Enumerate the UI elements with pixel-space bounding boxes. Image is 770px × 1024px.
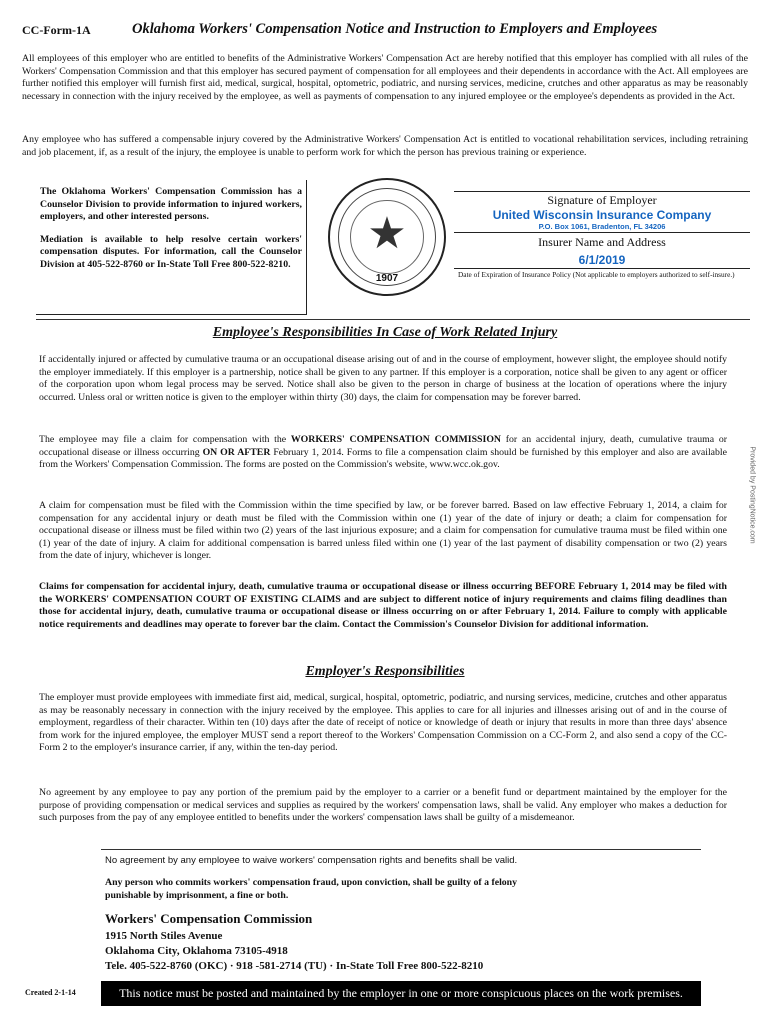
footer-divider [101,849,701,850]
signature-label: Signature of Employer [547,193,657,207]
insurer-name: United Wisconsin Insurance Company [492,208,712,222]
insurer-line [454,232,750,233]
mediation-text: Mediation is available to help resolve certain workers' compensation disputes. For information, call the Counselor Division at 405-522-8760 or In-State Toll Free 800-522-8210. [40,233,302,270]
section-divider [36,319,750,320]
employee-section-heading: Employee's Responsibilities In Case of Work Related Injury [212,325,558,340]
posting-notice-banner: This notice must be posted and maintained by the employer in one or more conspicuous places on the work premises. [101,981,701,1006]
fraud-notice-1: Any person who commits workers' compensation fraud, upon conviction, shall be guilty of a felony [105,877,518,888]
provider-watermark: Provided by PostingNotice.com [748,446,756,544]
counselor-box [36,180,307,315]
intro-paragraph-1: All employees of this employer who are entitled to benefits of the Administrative Workers' Compensation Act are hereby notified that this employer has complied with all rules of the Workers' Compensation Commission and that this employer has secured payment of compensation for all employees and their dependents in accordance with the Act. All employees are further notified this employer will furnish first aid, medical, surgical, hospital, optometric, podiatric, and nursing services, medicine, crutches and other apparatus as may be reasonably necessary in connection with the injury received by the employee, as well as payments of compensation to any injured employee or the employee's dependents as provided in the Act. [22,53,748,102]
fraud-notice-2: punishable by imprisonment, a fine or both. [105,890,289,901]
commission-address-2: Oklahoma City, Oklahoma 73105-4918 [105,945,288,957]
employee-paragraph-4: Claims for compensation for accidental injury, death, cumulative trauma or occupational disease or illness occurring BEFORE February 1, 2014 may be filed with the WORKERS' COMPENSATION COURT OF EXISTING CLAIMS and are subject to different notice of injury requirements and claims filing deadlines than those for accidental injury, death, cumulative trauma or occupational disease or illness occurring on or after February 1, 2014. Failure to comply with applicable notice requirements and deadlines may operate to forever bar the claim. Contact the Commission's Counselor Division for additional information. [39,581,727,630]
created-date: Created 2-1-14 [25,988,76,997]
insurer-label: Insurer Name and Address [538,235,666,249]
employee-paragraph-2: The employee may file a claim for compensation with the WORKERS' COMPENSATION COMMISSION for an accidental injury, death, cumulative trauma or occupational disease or illness occurring ON OR AFTER February 1, 2014. Forms to file a compensation claim should be furnished by this employer and also are available from the Workers' Compensation Commission. The forms are posted on the Commission's website, www.wcc.ok.gov. [39,434,728,471]
state-seal [328,178,446,296]
counselor-text: The Oklahoma Workers' Compensation Commission has a Counselor Division to provide information to injured workers, employers, and other interested persons. [40,186,302,223]
insurer-address: P.O. Box 1061, Bradenton, FL 34206 [538,222,666,231]
employer-paragraph-1: The employer must provide employees with immediate first aid, medical, surgical, hospital, optometric, podiatric, and nursing services, medicine, crutches and other apparatus as may be reasonably necessary in connection with the injury received by the employee. This applies to care for all injuries and illnesses arising out of and in the course of employment, regardless of their character. Within ten (10) days after the date of receipt of notice or knowledge of death or injury that results in more than three days' absence from work for the injured employee, the employer MUST send a report thereof to the Workers' Compensation Commission on a CC-Form 2, and also send a copy of the CC-Form 2 to the employer's insurance carrier, if any, within the ten-day period. [39,692,727,754]
intro-paragraph-2: Any employee who has suffered a compensable injury covered by the Administrative Workers' Compensation Act is entitled to vocational rehabilitation services, including retraining and job placement, if, as a result of the injury, the employee is unable to perform work for which the person has previous training or experience. [22,134,748,158]
seal-star-icon: ★ [367,209,407,258]
employee-paragraph-3: A claim for compensation must be filed with the Commission within the time specified by law, or be forever barred. Based on law effective February 1, 2014, a claim for compensation for any accidental injury or death must be filed with the Commission within one (1) year of the date of injury or death; a claim for compensation for occupational disease or illness must be filed within two (2) years of the last injurious exposure; and a claim for compensation for cumulative trauma must be filed within one (1) year of the date of injury. A claim for additional compensation is barred unless filed within one (1) year of the last payment of disability compensation or two (2) years from the date of injury, whichever is longer. [39,500,727,562]
employer-paragraph-2: No agreement by any employee to pay any portion of the premium paid by the employer to a carrier or a benefit fund or department maintained by the employer for the purpose of providing compensation or medical services and supplies as required by the workers' compensation laws, shall be valid. Any employer who makes a deduction for such purposes from the pay of any employee entitled to benefits under the workers' compensation laws shall be guilty of a misdemeanor. [39,787,727,824]
employee-paragraph-1: If accidentally injured or affected by cumulative trauma or an occupational disease arising out of and in the course of employment, however slight, the employee should notify the employer immediately. If this employer is a partnership, notice shall be given to any partner. If this employer is a corporation, notice shall be given to any agent or officer of the corporation upon whom legal process may be served. Notice shall also be given to the person in charge of business at the location of operations where the injury occurred. Unless oral or written notice is given to the employer within thirty (30) days, the claim for compensation may be forever barred. [39,354,727,403]
form-id: CC-Form-1A [22,23,91,37]
page-title: Oklahoma Workers' Compensation Notice and Instruction to Employers and Employees [132,21,658,37]
seal-year: 1907 [375,273,399,284]
commission-phones: Tele. 405-522-8760 (OKC) · 918 -581-2714 (TU) · In-State Toll Free 800-522-8210 [105,960,484,972]
commission-name: Workers' Compensation Commission [105,911,313,926]
expiration-label: Date of Expiration of Insurance Policy (Not applicable to employers authorized to self-insure.) [458,270,735,279]
expiration-line [454,268,750,269]
commission-address-1: 1915 North Stiles Avenue [105,930,223,942]
waive-notice: No agreement by any employee to waive workers' compensation rights and benefits shall be valid. [105,855,518,866]
expiration-date: 6/1/2019 [578,253,626,267]
employer-section-heading: Employer's Responsibilities [305,664,465,679]
signature-line [454,191,750,192]
